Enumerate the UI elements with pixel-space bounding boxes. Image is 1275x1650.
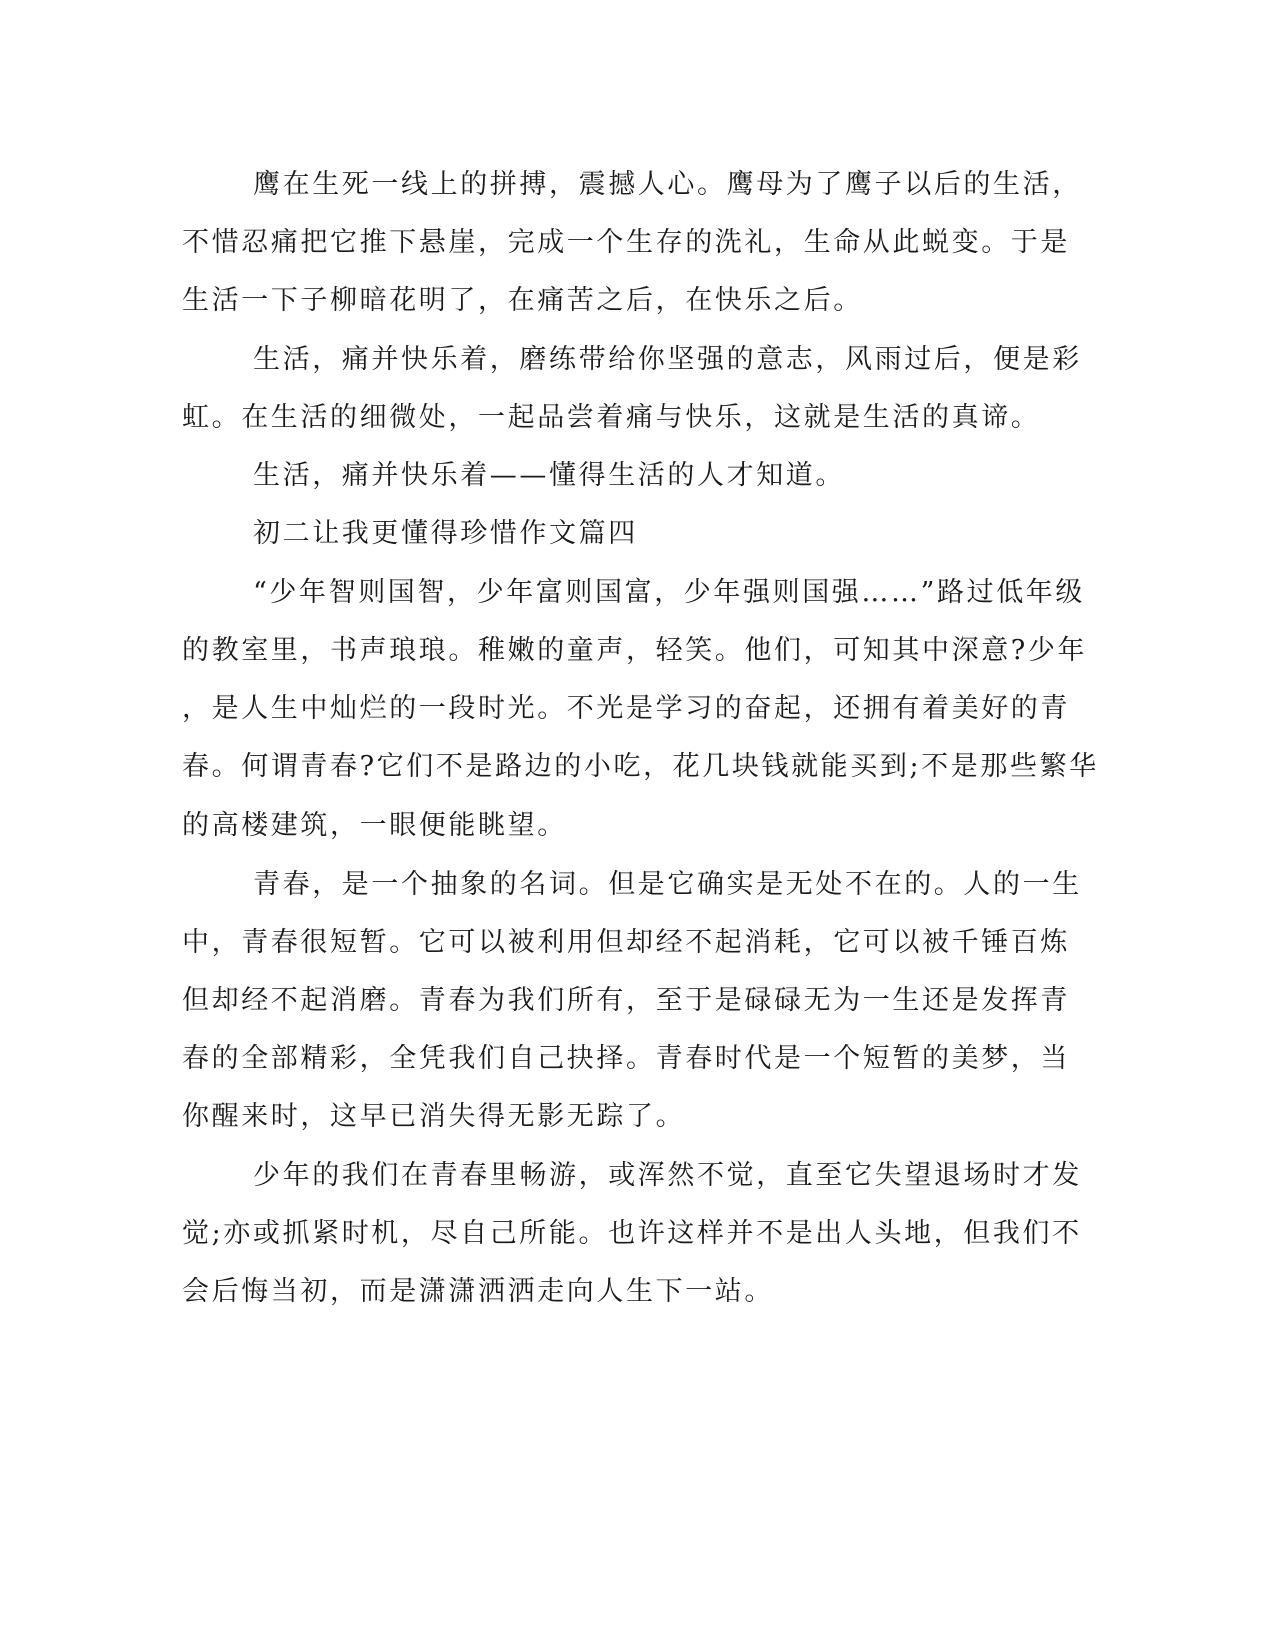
paragraph-line: 的教室里，书声琅琅。稚嫩的童声，轻笑。他们，可知其中深意?少年 xyxy=(182,635,1088,666)
paragraph-line: 鹰在生死一线上的拼搏，震撼人心。鹰母为了鹰子以后的生活， xyxy=(253,169,1082,200)
paragraph-line: ，是人生中灿烂的一段时光。不光是学习的奋起，还拥有着美好的青 xyxy=(182,693,1070,724)
paragraph-line: 生活一下子柳暗花明了，在痛苦之后，在快乐之后。 xyxy=(182,285,863,316)
paragraph-line: 会后悔当初，而是潇潇洒洒走向人生下一站。 xyxy=(182,1276,774,1307)
paragraph-line: 生活，痛并快乐着——懂得生活的人才知道。 xyxy=(253,460,845,491)
paragraph-line: 青春，是一个抽象的名词。但是它确实是无处不在的。人的一生 xyxy=(253,869,1082,900)
paragraph-line: 但却经不起消磨。青春为我们所有，至于是碌碌无为一生还是发挥青 xyxy=(182,985,1070,1016)
paragraph-line: 你醒来时，这早已消失得无影无踪了。 xyxy=(182,1101,686,1132)
paragraph-line: 少年的我们在青春里畅游，或浑然不觉，直至它失望退场时才发 xyxy=(253,1160,1082,1191)
paragraph-line: 不惜忍痛把它推下悬崖，完成一个生存的洗礼，生命从此蜕变。于是 xyxy=(182,227,1070,258)
paragraph-line: 春的全部精彩，全凭我们自己抉择。青春时代是一个短暂的美梦，当 xyxy=(182,1043,1070,1074)
paragraph-line: 觉;亦或抓紧时机，尽自己所能。也许这样并不是出人头地，但我们不 xyxy=(182,1218,1082,1249)
paragraph-line: 的高楼建筑，一眼便能眺望。 xyxy=(182,810,567,841)
paragraph-line: 中，青春很短暂。它可以被利用但却经不起消耗，它可以被千锤百炼 xyxy=(182,927,1070,958)
paragraph-line: “少年智则国智，少年富则国富，少年强则国强……”路过低年级 xyxy=(253,577,1086,608)
paragraph-line: 虹。在生活的细微处，一起品尝着痛与快乐，这就是生活的真谛。 xyxy=(182,402,1041,433)
paragraph-line: 生活，痛并快乐着，磨练带给你坚强的意志，风雨过后，便是彩 xyxy=(253,344,1082,375)
section-heading: 初二让我更懂得珍惜作文篇四 xyxy=(253,518,638,549)
paragraph-line: 春。何谓青春?它们不是路边的小吃，花几块钱就能买到;不是那些繁华 xyxy=(182,751,1099,782)
